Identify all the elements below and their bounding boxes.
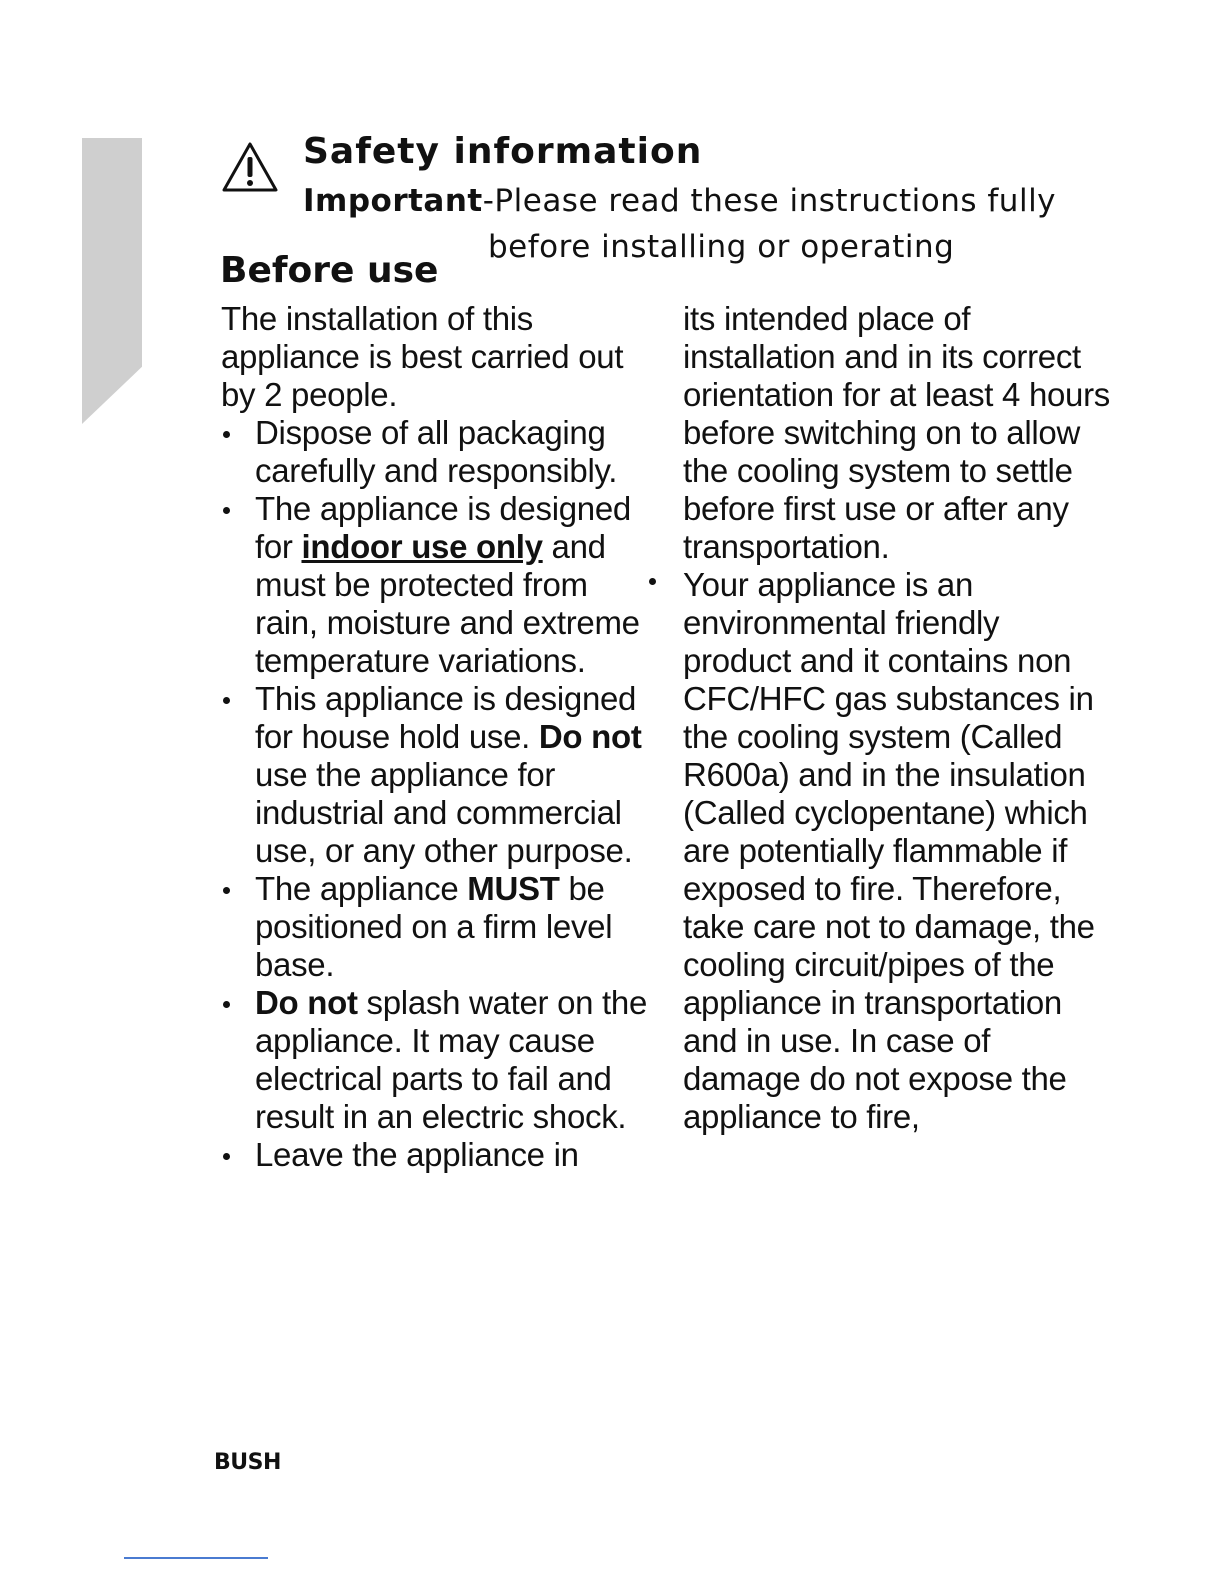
brand-logo: BUSH	[214, 1450, 281, 1475]
bullet-emphasis: MUST	[467, 870, 560, 907]
side-tab-marker	[82, 138, 142, 424]
bullet-text: The appliance	[255, 870, 468, 907]
list-item	[221, 870, 651, 984]
important-notice	[303, 183, 1056, 219]
bullet-text: Dispose of all packaging carefully and responsibly.	[255, 414, 618, 489]
list-item	[221, 414, 651, 490]
bullet-text: use the appliance for industrial and commercial use, or any other purpose.	[255, 756, 633, 869]
important-text: -Please read these instructions fully	[482, 183, 1057, 219]
intro-text: The installation of this appliance is best carried out by 2 people.	[221, 300, 624, 413]
list-item	[221, 680, 651, 870]
important-label: Important	[303, 183, 483, 219]
bullet-text: splash water on the appliance. It may cause electrical parts to fail and result in an electric shock.	[255, 984, 648, 1135]
bullet-emphasis: indoor use only	[301, 528, 543, 565]
page-title: Safety information	[303, 131, 703, 172]
right-column	[683, 300, 1113, 1136]
list-item	[221, 490, 651, 680]
bullet-text: Your appliance is an environmental friendly product and it contains non CFC/HFC gas substances in the cooling system (Called R600a) and in the insulation (Called cyclopentane) which are potentially flammable if exposed to fire. Therefore, take care not to damage, the cooling circuit/pipes of the appliance in transportation and in use. In case of damage do not expose the appliance to fire,	[683, 566, 1095, 1135]
important-notice-line2: before installing or operating	[488, 229, 955, 265]
safety-list	[221, 414, 651, 1174]
page-divider	[124, 1557, 268, 1559]
section-heading: Before use	[220, 250, 439, 291]
warning-triangle-icon	[220, 140, 280, 194]
bullet-emphasis: Do not	[538, 718, 642, 755]
bullet-text: and must be protected from rain, moisture and extreme temperature variations.	[255, 528, 640, 679]
continuation-text: its intended place of installation and in its correct orientation for at least 4 hours before switching on to allow the cooling system to settle before first use or after any transportation.	[683, 300, 1110, 565]
bullet-text: This appliance is designed for house hold use.	[255, 680, 637, 755]
safety-list-continued	[683, 566, 1113, 1136]
bullet-text: The appliance is designed for	[255, 490, 631, 565]
list-item	[221, 984, 651, 1136]
left-column	[221, 300, 651, 1174]
list-item	[221, 1136, 651, 1174]
bullet-text: be positioned on a firm level base.	[255, 870, 613, 983]
bullet-text: Leave the appliance in	[255, 1136, 579, 1173]
list-item	[683, 566, 1113, 1136]
bullet-emphasis: Do not	[255, 984, 358, 1021]
